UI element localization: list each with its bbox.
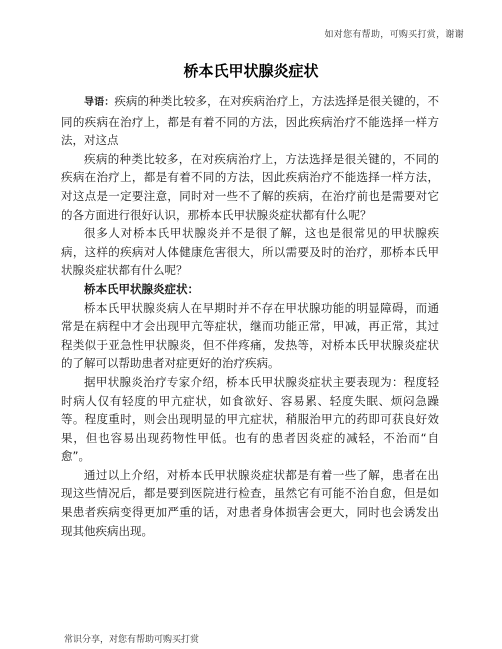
- page-footer-note: 常识分享，对您有帮助可购买打赏: [64, 635, 200, 645]
- section-heading: 桥本氏甲状腺炎症状：: [84, 281, 199, 296]
- page-header-note: 如对您有帮助，可购买打赏，谢谢: [324, 30, 464, 40]
- document-body: [61, 92, 439, 540]
- section-paragraph-2: 据甲状腺炎治疗专家介绍，桥本氏甲状腺炎症状主要表现为：程度轻时病人仅有轻度的甲亢症状，如食欲好、容易累、轻度失眠、烦闷急躁等。程度重时，则会出现明显的甲亢症状，稍服治甲亢的药即可获良好效果，但也容易出现药物性甲低。也有的患者因炎症的减轻，不治而“自愈”。: [61, 374, 439, 464]
- intro-text: 疾病的种类比较多，在对疾病治疗上，方法选择是很关键的，不同的疾病在治疗上，都是有着不同的方法，因此疾病治疗不能选择一样方法，对这点: [61, 94, 440, 148]
- intro-paragraph: [61, 92, 439, 150]
- page-title: 桥本氏甲状腺炎症状: [183, 62, 319, 80]
- section-paragraph-3: 通过以上介绍，对桥本氏甲状腺炎症状都是有着一些了解，患者在出现这些情况后，都是要到医院进行检查，虽然它有可能不治自愈，但是如果患者疾病变得更加严重的话，对患者身体损害会更大，同时也会诱发出现其他疾病出现。: [61, 467, 439, 538]
- intro-label: 导语：: [84, 97, 115, 108]
- body-paragraph-1: 疾病的种类比较多，在对疾病治疗上，方法选择是很关键的，不同的疾病在治疗上，都是有着不同的方法，因此疾病治疗不能选择一样方法，对这点是一定要注意，同时对一些不了解的疾病，在治疗前也是需要对它的各方面进行很好认识，那桥本氏甲状腺炎症状都有什么呢？: [61, 151, 439, 222]
- section-paragraph-1: 桥本氏甲状腺炎病人在早期时并不存在甲状腺功能的明显障碍，而通常是在病程中才会出现甲亢等症状，继而功能正常，甲减，再正常，其过程类似于亚急性甲状腺炎，但不伴疼痛，发热等，对桥本氏甲状腺炎症状的了解可以帮助患者对症更好的治疗疾病。: [61, 300, 439, 371]
- body-paragraph-2: 很多人对桥本氏甲状腺炎并不是很了解，这也是很常见的甲状腺疾病，这样的疾病对人体健康危害很大，所以需要及时的治疗，那桥本氏甲状腺炎症状都有什么呢？: [61, 226, 439, 278]
